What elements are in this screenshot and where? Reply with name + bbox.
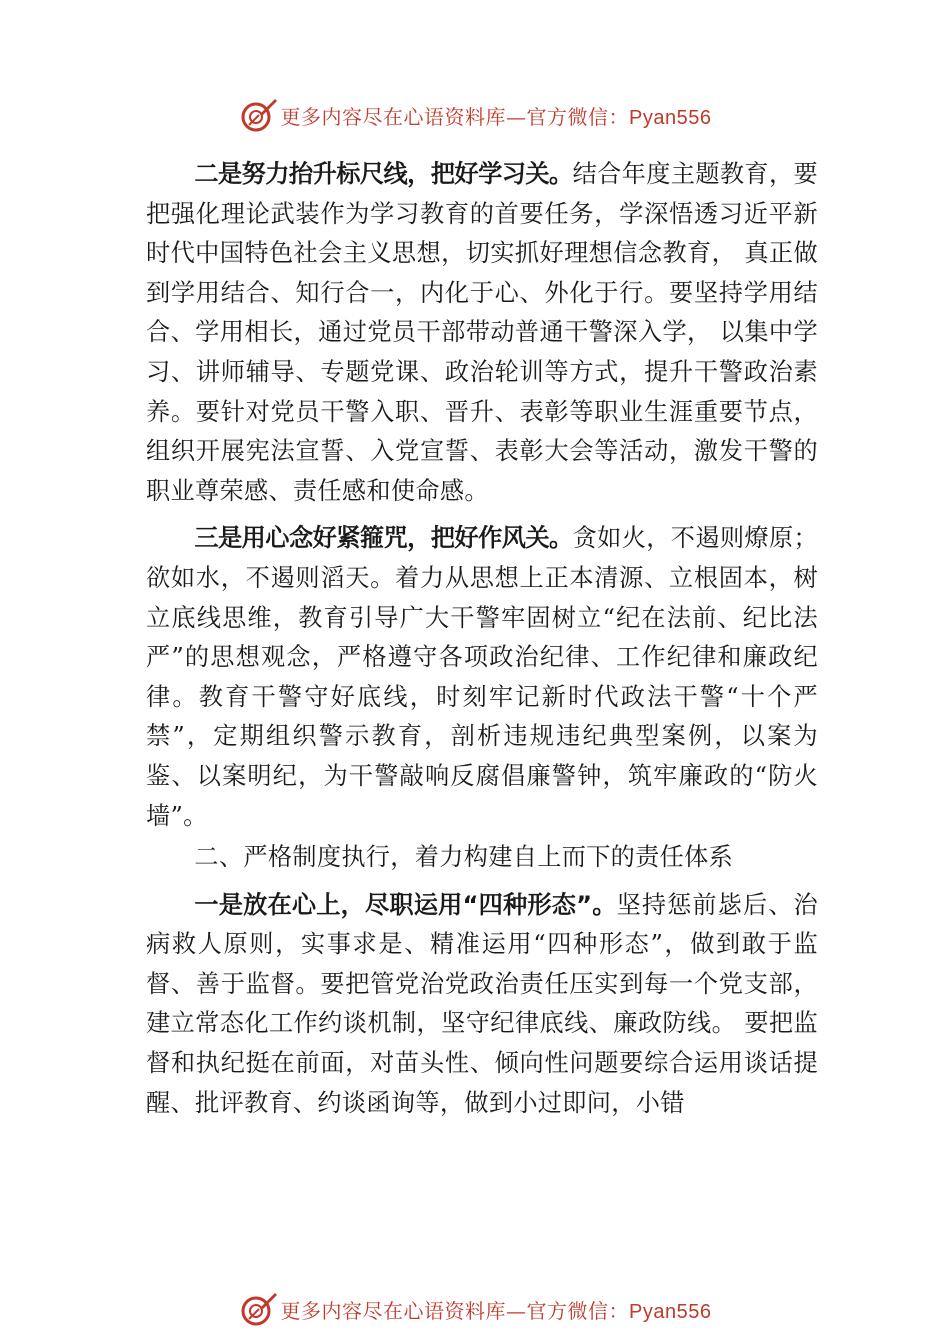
paragraph-style: [146, 519, 818, 836]
paragraph-text: 坚持惩前毖后、治病救人原则，实事求是、精准运用“四种形态”，做到敢于监督、善于监督。要把管党治党政治责任压实到每一个党支部，建立常态化工作约谈机制，坚守纪律底线、廉政防线。 要把监督和执纪挺在前面，对苗头性、倾向性问题要综合运用谈话提醒、批评教育、约谈函询等，做到小过即问，小错: [146, 890, 818, 1117]
paragraph-lead: 三是用心念好紧箍咒，把好作风关。: [194, 524, 573, 553]
document-body: [146, 155, 818, 1123]
banner-text: 更多内容尽在心语资料库—官方微信：Pyan556: [280, 104, 712, 129]
paragraph-lead: 一是放在心上，尽职运用“四种形态”。: [194, 890, 617, 919]
paragraph-text: 结合年度主题教育，要把强化理论武装作为学习教育的首要任务，学深悟透习近平新时代中国特色社会主义思想，切实抓好理想信念教育， 真正做到学用结合、知行合一，内化于心、外化于行。要坚持学用结合、学用相长，通过党员干部带动普通干警深入学， 以集中学习、讲师辅导、专题党课、政治轮训等方式，提升干警政治素养。要针对党员干警入职、晋升、表彰等职业生涯重要节点，组织开展宪法宣誓、入党宣誓、表彰大会等活动，激发干警的职业尊荣感、责任感和使命感。: [146, 160, 818, 505]
section-heading: 二、严格制度执行，着力构建自上而下的责任体系: [194, 843, 734, 872]
paragraph-study: [146, 155, 818, 511]
paragraph-four-forms: [146, 886, 818, 1124]
footer-watermark-banner: [0, 1287, 950, 1331]
paragraph-lead: 二是努力抬升标尺线，把好学习关。: [194, 160, 573, 188]
paragraph-text: 贪如火，不遏则燎原；欲如水，不遏则滔天。着力从思想上正本清源、立根固本，树立底线思维，教育引导广大干警牢固树立“纪在法前、纪比法严”的思想观念，严格遵守各项政治纪律、工作纪律和廉政纪律。教育干警守好底线，时刻牢记新时代政法干警“十个严禁”，定期组织警示教育，剖析违规违纪典型案例，以案为鉴、以案明纪，为干警敲响反腐倡廉警钟，筑牢廉政的“防火墙”。: [146, 524, 818, 830]
wechat-id: Pyan556: [629, 106, 712, 129]
wechat-id: Pyan556: [629, 1300, 712, 1323]
header-watermark-banner: [0, 93, 950, 137]
quill-logo-icon: [239, 95, 279, 135]
banner-text: 更多内容尽在心语资料库—官方微信：Pyan556: [280, 1298, 712, 1323]
quill-logo-icon: [239, 1289, 279, 1329]
